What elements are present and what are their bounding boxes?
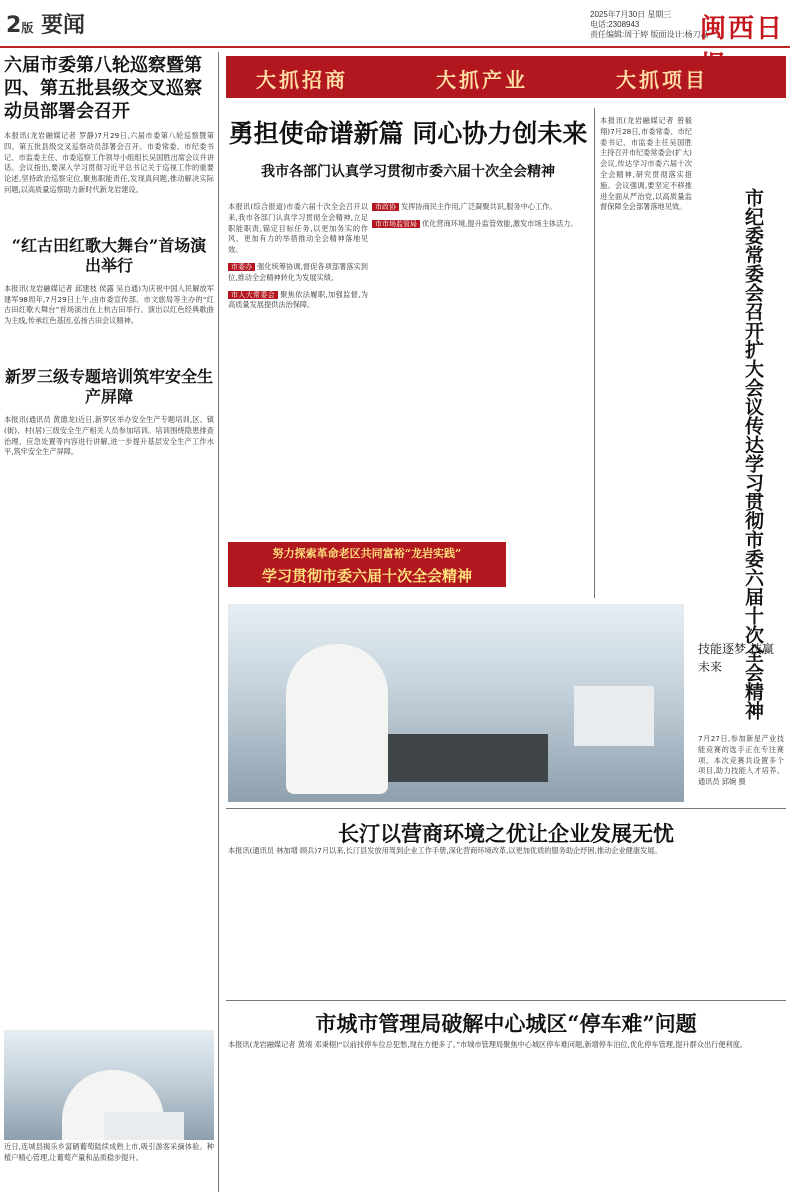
theme-banner (228, 542, 506, 587)
theme-banner-line-2: 学习贯彻市委六届十次全会精神 (261, 567, 472, 585)
left-section-title-2: 新罗三级专题培训筑牢安全生产屏障 (4, 366, 213, 406)
section-divider (226, 808, 786, 809)
skills-photo-caption: 7月27日,参加新星产业技能竞赛的选手正在专注赛项。本次竞赛共设置多个项目,助力技能人才培养。通讯员 邱婉 摄 (698, 734, 784, 787)
left-body-3: 本报讯(通讯员 黄德龙)近日,新罗区举办安全生产专题培训,区、镇(街)、村(居)三级安全生产相关人员参加培训。培训围绕隐患排查治理、应急处置等内容进行讲解,进一步提升基层安全生产工作水平,筑牢安全生产屏障。 (4, 414, 214, 457)
phone-text: 电话:2308943 (590, 20, 640, 29)
lead-story (228, 118, 588, 181)
theme-banner-line-1: 努力探索革命老区共同富裕“龙岩实践” (272, 547, 462, 560)
grape-photo-caption: 近日,连城县揭乐乡富硒葡萄陆续成熟上市,吸引游客采摘体验。种植户精心管理,让葡萄产量和品质稳步提升。 (4, 1142, 214, 1162)
lead-tag-2-text: 聚焦依法履职,加强监督,为高质量发展提供法治保障。 (228, 289, 368, 310)
parking-article-body: 本报讯(龙岩融媒记者 黄靖 邓秉栩)“以前找停车位总犯愁,现在方便多了。”市城市管理局聚焦中心城区停车难问题,新增停车泊位,优化停车管理,提升群众出行便利度。 (228, 1040, 748, 1049)
lead-body-col2 (372, 202, 586, 230)
lead-tag-4: 市市场监管局 (372, 220, 420, 228)
page-number: 2版 要闻 (6, 13, 86, 38)
skills-photo (228, 604, 684, 802)
left-headline: 六届市委第八轮巡察暨第四、第五批县级交叉巡察动员部署会召开 (4, 55, 202, 122)
date-text: 2025年7月30日 星期三 (590, 10, 672, 19)
lead-tag-2: 市人大常委会 (228, 291, 278, 299)
banner-item-2: 大抓产业 (436, 68, 528, 92)
column-divider (218, 52, 219, 1192)
right-body: 本报讯(龙岩融媒记者 曾毅翔)7月28日,市委常委、市纪委书记、市监委主任吴国胜主持召开市纪委常委会(扩大)会议,传达学习市委六届十次全会精神,研究贯彻落实措施。会议强调,要坚定不移推进全面从严治党,以高质量监督保障全会部署落地见效。 (600, 116, 692, 212)
lead-tag-3: 市政协 (372, 203, 399, 211)
lead-tag-3-text: 发挥协商民主作用,广泛凝聚共识,服务中心工作。 (401, 202, 557, 211)
parking-article-headline: 市城市管理局破解中心城区“停车难”问题 (315, 1011, 697, 1036)
business-article-headline: 长汀以营商环境之优让企业发展无忧 (338, 821, 674, 846)
lead-intro: 本报讯(综合报道)市委六届十次全会召开以来,我市各部门认真学习贯彻全会精神,立足职能职责,锚定目标任务,以更加务实的作风、更加有力的举措推动全会精神落地见效。 (228, 202, 368, 255)
banner-item-3: 大抓项目 (616, 68, 708, 92)
lead-tag-1: 市委办 (228, 263, 255, 271)
editor-text: 责任编辑:周于婷 版面设计:杨刀磊 (590, 30, 709, 39)
column-divider (594, 108, 595, 598)
business-article-body: 本报讯(通讯员 林加增 顾兵)7月以来,长汀县发放用驾到企业工作手册,深化营商环境改革,以更加优质的服务助企纾困,推动企业健康发展。 (228, 846, 662, 855)
left-column (4, 54, 214, 458)
lead-tag-4-text: 优化营商环境,提升监管效能,激发市场主体活力。 (422, 218, 578, 228)
masthead (0, 0, 790, 48)
left-body-2: 本报讯(龙岩融媒记者 邱建枝 侯露 吴自通)为庆祝中国人民解放军建军98周年,7月29日上午,由市委宣传部、市文旅局等主办的“红古田红歌大舞台”首场演出在上杭古田举行。演出以红色经典歌曲为主线,传承红色基因,弘扬古田会议精神。 (4, 283, 214, 326)
lead-tag-1-text: 强化统筹协调,督促各项部署落实到位,推动全会精神转化为发展实绩。 (228, 261, 368, 282)
lead-headline: 勇担使命谱新篇 同心协力创未来 (228, 119, 588, 148)
left-section-title: “红古田红歌大舞台”首场演出举行 (11, 235, 207, 275)
grape-photo (4, 1030, 214, 1140)
right-headline: 市纪委常委会召开扩大会议传达学习贯彻市委六届十次全会精神 (742, 188, 764, 720)
section-divider (226, 1000, 786, 1001)
lead-body (228, 202, 368, 311)
left-body: 本报讯(龙岩融媒记者 罗静)7月29日,六届市委第八轮巡察暨第四、第五批县级交叉巡察动员部署会召开。市委常委、市纪委书记、市监委主任、市委巡察工作领导小组组长吴国胜出席会议并讲话。会议指出,要深入学习贯彻习近平总书记关于巡视工作的重要论述,坚持政治巡察定位,聚焦职能责任,发现真问题,推动解决实际问题,以高质量巡察助力新时代新龙岩建设。 (4, 131, 214, 194)
campaign-banner (226, 56, 786, 98)
page-meta (590, 10, 709, 40)
newspaper-brand: 闽西日 (700, 14, 785, 44)
banner-item-1: 大抓招商 (256, 68, 348, 92)
skills-photo-title: 技能逐梦 技赢未来 (698, 642, 774, 674)
lead-subheadline: 我市各部门认真学习贯彻市委六届十次全会精神 (261, 164, 555, 180)
